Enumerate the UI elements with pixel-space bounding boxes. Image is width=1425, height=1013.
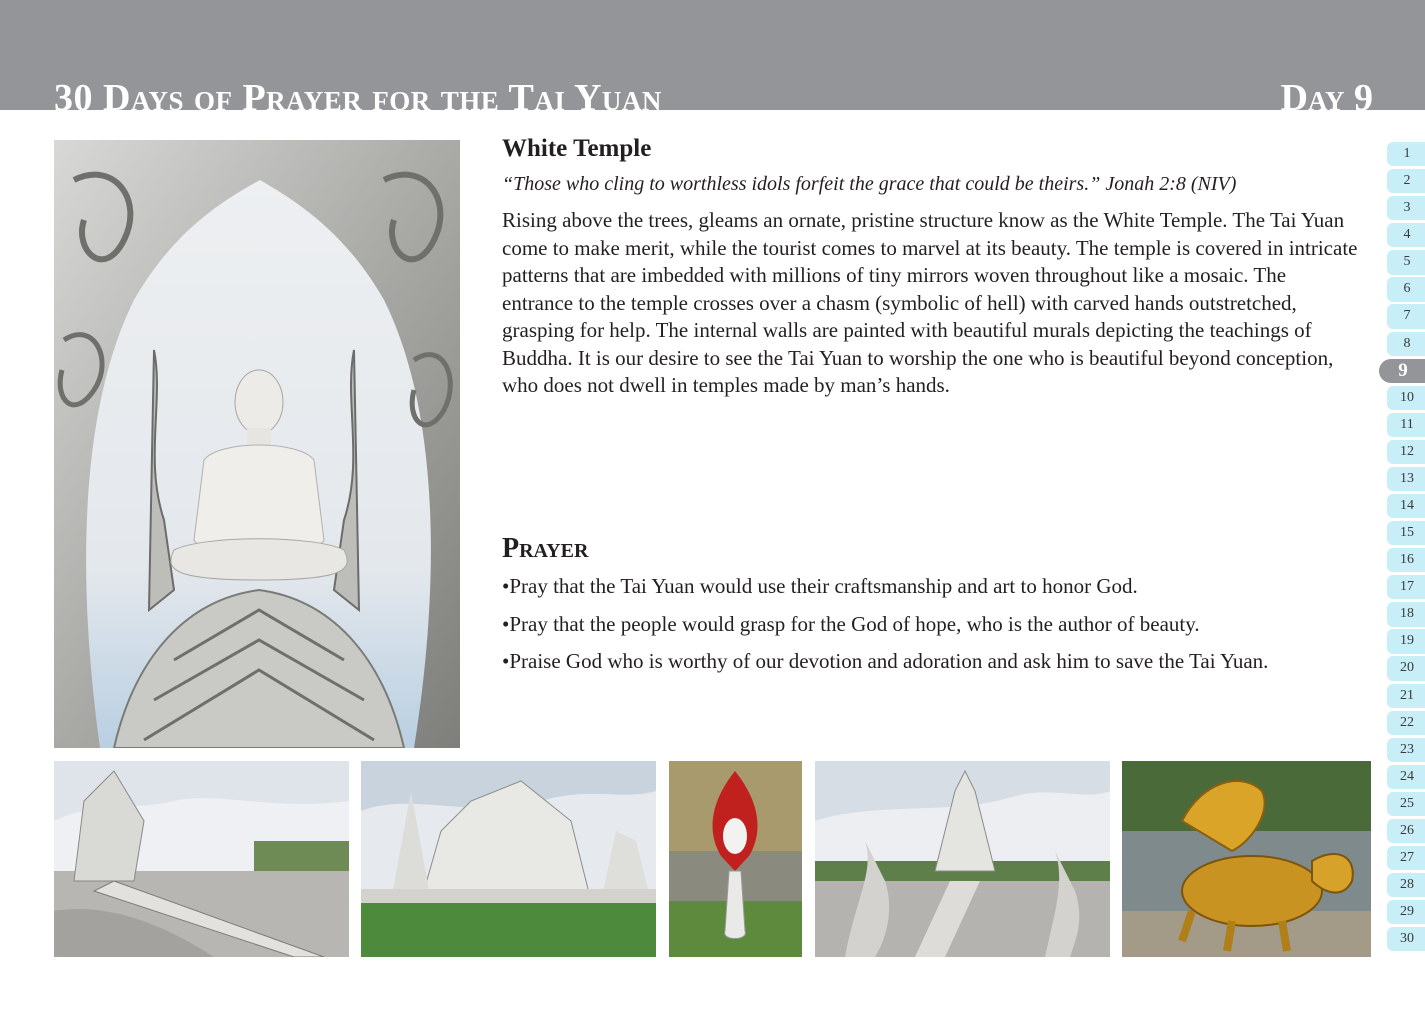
thumbnail-photo: [361, 761, 656, 957]
day-tab[interactable]: 4: [1387, 223, 1425, 247]
day-tab[interactable]: 22: [1387, 711, 1425, 735]
day-tab[interactable]: 28: [1387, 873, 1425, 897]
day-tab[interactable]: 26: [1387, 819, 1425, 843]
day-tab[interactable]: 30: [1387, 927, 1425, 951]
article: [502, 132, 1362, 400]
day-tab[interactable]: 8: [1387, 332, 1425, 356]
main-photo: [54, 140, 460, 748]
day-tab[interactable]: 25: [1387, 792, 1425, 816]
page-title: 30 Days of Prayer for the Tai Yuan: [54, 77, 662, 110]
prayer-item: •Praise God who is worthy of our devotion and adoration and ask him to save the Tai Yuan.: [502, 649, 1269, 673]
day-tab[interactable]: 7: [1387, 304, 1425, 328]
thumbnail-photo: [815, 761, 1110, 957]
day-tab[interactable]: 16: [1387, 548, 1425, 572]
day-tab[interactable]: 11: [1387, 413, 1425, 437]
day-tab[interactable]: 24: [1387, 765, 1425, 789]
day-tabs: [1387, 142, 1425, 954]
day-tab[interactable]: 15: [1387, 521, 1425, 545]
header-band: [0, 0, 1425, 110]
day-tab[interactable]: 13: [1387, 467, 1425, 491]
prayer-heading: Prayer: [502, 533, 589, 564]
day-tab-active[interactable]: 9: [1379, 359, 1425, 383]
thumbnail-photo: [1122, 761, 1371, 957]
prayer-item: •Pray that the people would grasp for the God of hope, who is the author of beauty.: [502, 611, 1200, 636]
day-tab[interactable]: 12: [1387, 440, 1425, 464]
day-tab[interactable]: 19: [1387, 629, 1425, 653]
day-tab[interactable]: 18: [1387, 602, 1425, 626]
day-tab[interactable]: 2: [1387, 169, 1425, 193]
day-tab[interactable]: 3: [1387, 196, 1425, 220]
day-tab[interactable]: 6: [1387, 277, 1425, 301]
day-tab[interactable]: 14: [1387, 494, 1425, 518]
day-label: Day 9: [1280, 77, 1373, 110]
day-tab[interactable]: 23: [1387, 738, 1425, 762]
article-title: White Temple: [502, 135, 652, 162]
thumbnail-photo: [669, 761, 802, 957]
scripture-quote: “Those who cling to worthless idols forfeit the grace that could be theirs.” Jonah 2:8 (NIV): [502, 173, 1237, 195]
day-tab[interactable]: 27: [1387, 846, 1425, 870]
day-tab[interactable]: 17: [1387, 575, 1425, 599]
prayer-item: •Pray that the Tai Yuan would use their craftsmanship and art to honor God.: [502, 574, 1138, 598]
article-body: Rising above the trees, gleams an ornate, pristine structure know as the White Temple. The Tai Yuan come to make merit, while the tourist comes to marvel at its beauty. The temple is covered in intricate patterns that are imbedded with millions of tiny mirrors woven throughout like a mosaic. The entrance to the temple crosses over a chasm (symbolic of hell) with carved hands outstretched, grasping for help. The internal walls are painted with beautiful murals depicting the teachings of Buddha. It is our desire to see the Tai Yuan to worship the one who is beautiful beyond conception, who does not dwell in temples made by man’s hands.: [502, 208, 1358, 397]
day-tab[interactable]: 10: [1387, 386, 1425, 410]
prayer-list: [502, 572, 1362, 685]
day-tab[interactable]: 29: [1387, 900, 1425, 924]
day-tab[interactable]: 1: [1387, 142, 1425, 166]
day-tab[interactable]: 21: [1387, 684, 1425, 708]
day-tab[interactable]: 5: [1387, 250, 1425, 274]
day-tab[interactable]: 20: [1387, 656, 1425, 680]
thumbnail-photo: [54, 761, 349, 957]
